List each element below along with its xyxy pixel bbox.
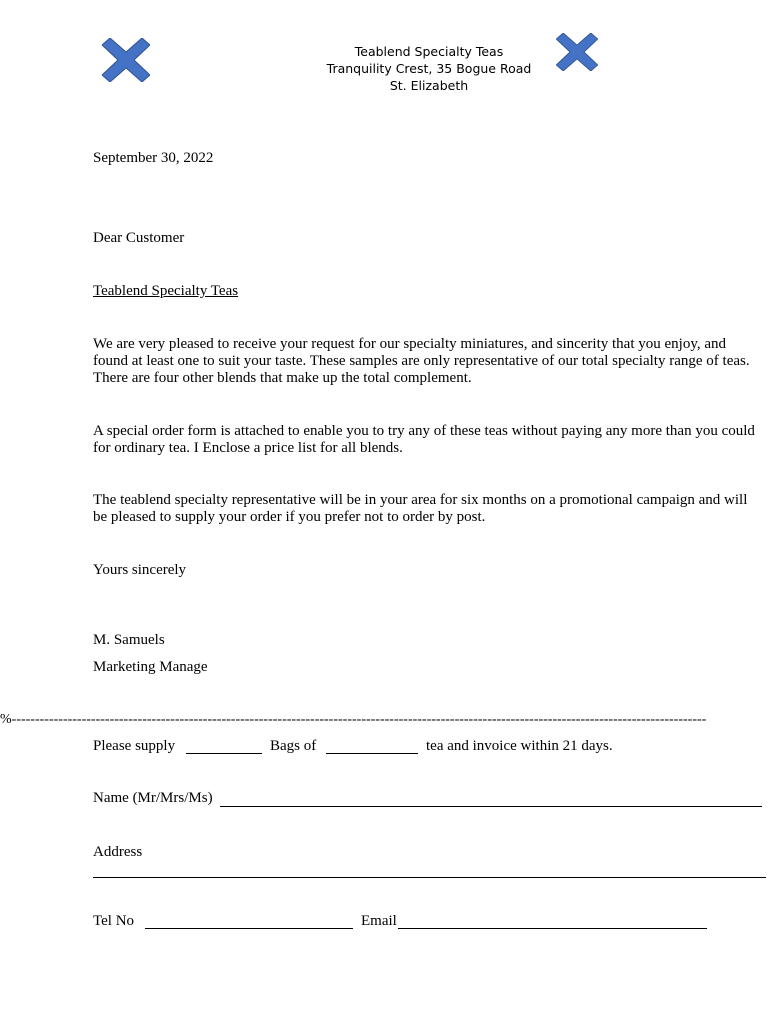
tel-blank[interactable]	[145, 914, 353, 929]
company-parish: St. Elizabeth	[389, 78, 469, 93]
address-label: Address	[93, 844, 143, 860]
quantity-blank[interactable]	[186, 739, 262, 754]
paragraph-1: We are very pleased to receive your request for our specialty miniatures, and sincerity that you enjoy, and found at least one to suit your taste. These samples are only representative of our total specialty range of teas. There are four other blends that make up the total complement.	[93, 336, 750, 386]
letterhead	[0, 43, 768, 94]
tel-label: Tel No	[93, 913, 135, 929]
supply-label: Please supply	[93, 738, 176, 754]
email-blank[interactable]	[398, 914, 707, 929]
salutation: Dear Customer	[93, 230, 185, 246]
bags-label: Bags of	[270, 738, 317, 754]
signatory-title: Marketing Manage	[93, 659, 208, 675]
name-blank[interactable]	[220, 792, 762, 807]
address-blank[interactable]	[93, 863, 766, 878]
paragraph-3: The teablend specialty representative will be in your area for six months on a promotional campaign and will be pleased to supply your order if you prefer not to order by post.	[93, 492, 748, 525]
email-label: Email	[361, 913, 397, 929]
supply-suffix: tea and invoice within 21 days.	[426, 738, 613, 754]
company-name: Teablend Specialty Teas	[354, 44, 504, 59]
paragraph-2: A special order form is attached to enable you to try any of these teas without paying any more than you could for ordinary tea. I Enclose a price list for all blends.	[93, 423, 755, 456]
tea-type-blank[interactable]	[326, 739, 418, 754]
name-label: Name (Mr/Mrs/Ms)	[93, 790, 213, 806]
cut-line: %-----------------------------------------------------------------------------------------------------------------------------------------------------	[0, 712, 707, 727]
subject-line: Teablend Specialty Teas	[93, 283, 239, 299]
closing: Yours sincerely	[93, 562, 187, 578]
company-address: Tranquility Crest, 35 Bogue Road	[326, 61, 532, 76]
letter-date: September 30, 2022	[93, 150, 214, 166]
signatory-name: M. Samuels	[93, 632, 165, 648]
